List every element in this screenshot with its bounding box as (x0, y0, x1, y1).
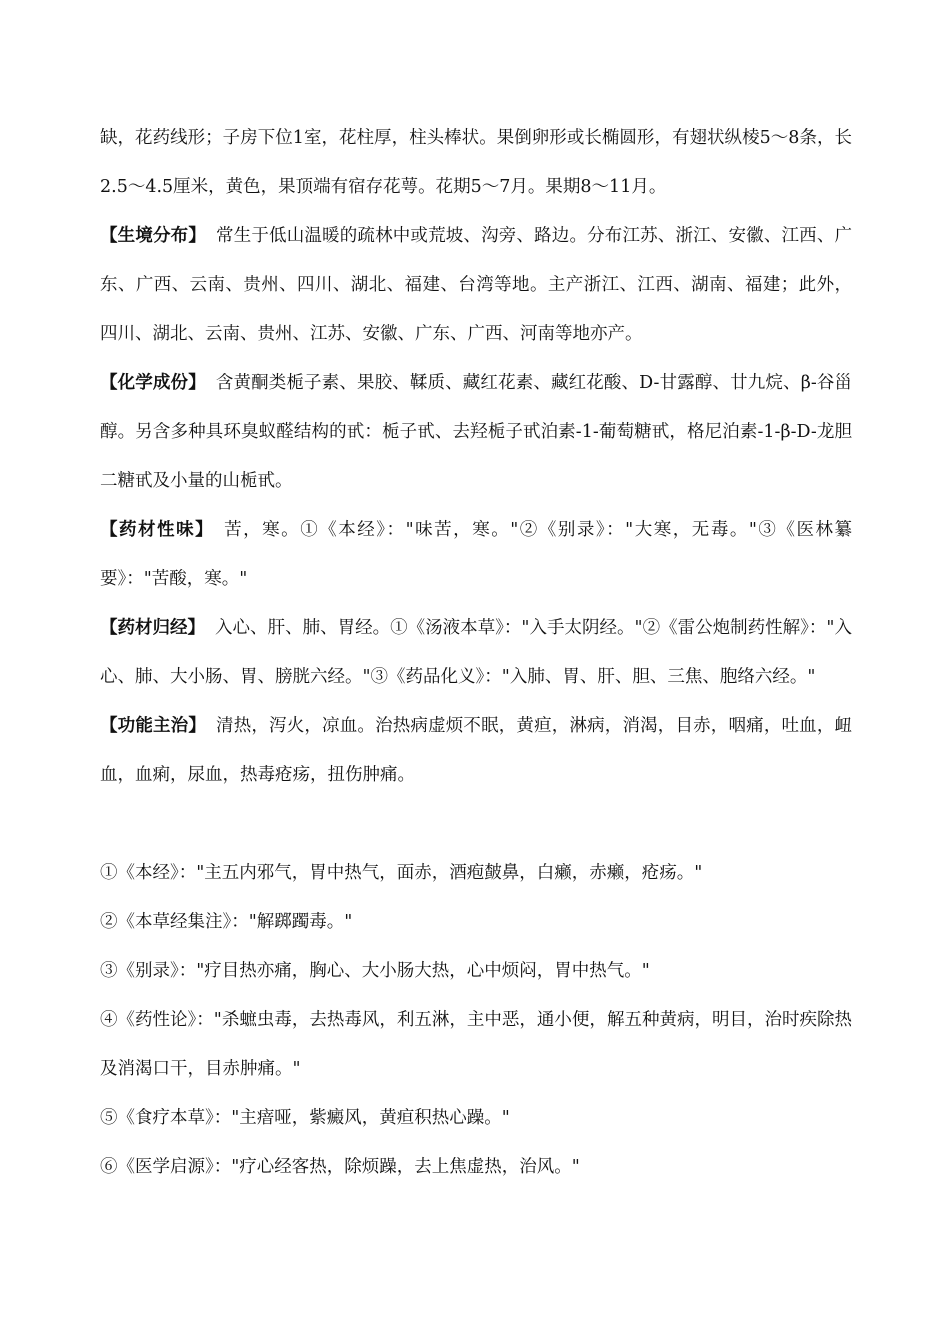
section-meridian (100, 604, 852, 702)
intro-paragraph: 缺，花药线形；子房下位1室，花柱厚，柱头棒状。果倒卵形或长椭圆形，有翅状纵棱5～8条，长2.5～4.5厘米，黄色，果顶端有宿存花萼。花期5～7月。果期8～11月。 (100, 128, 852, 197)
section-text: 苦，寒。①《本经》："味苦，寒。"②《别录》："大寒，无毒。"③《医林纂要》："苦酸，寒。" (100, 520, 853, 589)
quote-item: ⑥《医学启源》："疗心经客热，除烦躁，去上焦虚热，治风。" (100, 1157, 580, 1177)
paragraph-spacer (100, 800, 852, 849)
quote-item: ④《药性论》："杀蟅虫毒，去热毒风，利五淋，主中恶，通小便，解五种黄病，明目，治时疾除热及消渴口干，目赤肿痛。" (100, 1010, 852, 1079)
section-function (100, 702, 852, 800)
section-title: 【药材归经】 (100, 618, 206, 638)
section-title: 【药材性味】 (100, 520, 215, 540)
section-habitat (100, 212, 852, 359)
section-title: 【功能主治】 (100, 716, 207, 736)
section-taste (100, 506, 852, 604)
quote-item: ②《本草经集注》："解踯躅毒。" (100, 912, 353, 932)
quote-item: ③《别录》："疗目热亦痛，胸心、大小肠大热，心中烦闷，胃中热气。" (100, 961, 650, 981)
section-text: 常生于低山温暖的疏林中或荒坡、沟旁、路边。分布江苏、浙江、安徽、江西、广东、广西、云南、贵州、四川、湖北、福建、台湾等地。主产浙江、江西、湖南、福建；此外，四川、湖北、云南、贵州、江苏、安徽、广东、广西、河南等地亦产。 (100, 226, 853, 344)
quote-item: ⑤《食疗本草》："主瘖哑，紫癜风，黄疸积热心躁。" (100, 1108, 510, 1128)
section-text: 含黄酮类栀子素、果胶、鞣质、藏红花素、藏红花酸、D-甘露醇、廿九烷、β-谷甾醇。另含多种具环臭蚁醛结构的甙：栀子甙、去羟栀子甙泊素-1-葡萄糖甙，格尼泊素-1-β-D-龙胆二糖甙及小量的山栀甙。 (100, 373, 853, 491)
section-chemistry (100, 359, 852, 506)
section-text: 入心、肝、肺、胃经。①《汤液本草》："入手太阴经。"②《雷公炮制药性解》："入心、肺、大小肠、胃、膀胱六经。"③《药品化义》："入肺、胃、肝、胆、三焦、胞络六经。" (100, 618, 852, 687)
section-title: 【生境分布】 (100, 226, 207, 246)
section-title: 【化学成份】 (100, 373, 206, 393)
section-text: 清热，泻火，凉血。治热病虚烦不眠，黄疸，淋病，消渴，目赤，咽痛，吐血，衄血，血痢，尿血，热毒疮疡，扭伤肿痛。 (100, 716, 853, 785)
quote-item: ①《本经》："主五内邪气，胃中热气，面赤，酒疱皶鼻，白癞，赤癞，疮疡。" (100, 863, 703, 883)
document-page (100, 114, 852, 1192)
